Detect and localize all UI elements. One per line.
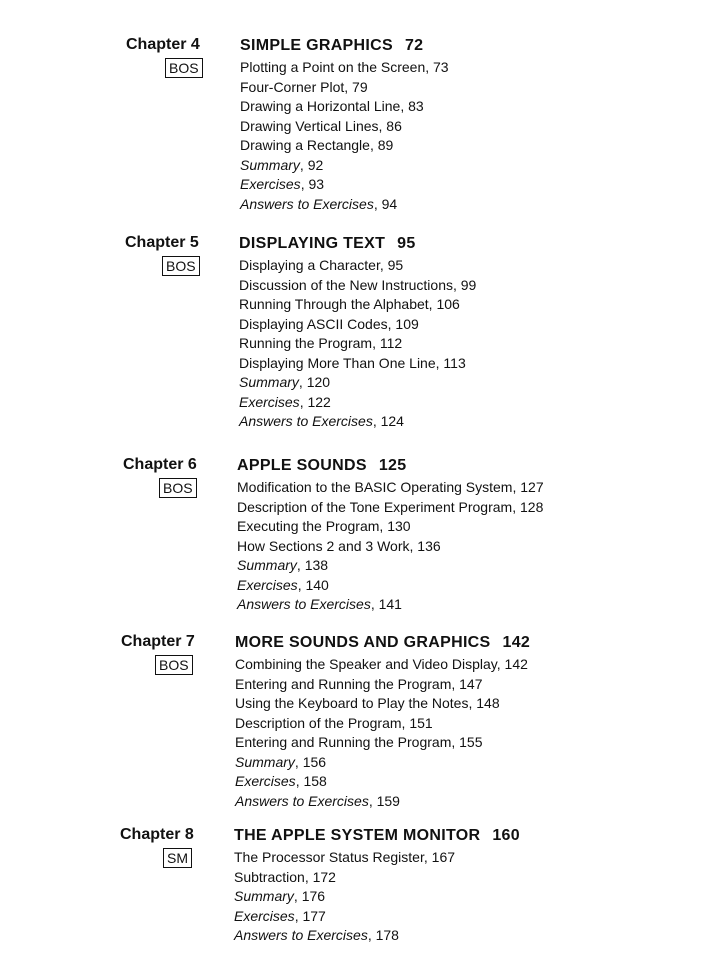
toc-entry: How Sections 2 and 3 Work, 136 — [237, 537, 441, 554]
toc-entry-text: Using the Keyboard to Play the Notes — [235, 695, 469, 711]
toc-entry-page: 147 — [459, 675, 483, 692]
toc-entry-page: 99 — [460, 276, 477, 293]
toc-entry: Entering and Running the Program, 147 — [235, 675, 483, 692]
toc-entry-text: Summary — [235, 753, 295, 770]
toc-entry-page: 89 — [377, 137, 394, 153]
chapter-title-page: 160 — [492, 827, 520, 844]
toc-entry-text: Description of the Tone Experiment Program — [237, 498, 513, 515]
chapter-label: Chapter 7 — [121, 633, 195, 650]
chapter-badge: BOS — [162, 256, 200, 276]
toc-entry-page: 172 — [312, 868, 336, 885]
toc-entry: Summary, 138 — [237, 557, 329, 573]
chapter-label: Chapter 4 — [126, 36, 200, 53]
toc-entry: Entering and Running the Program, 155 — [235, 734, 483, 750]
toc-entry: Answers to Exercises, 124 — [239, 413, 404, 429]
toc-entry: Exercises, 177 — [234, 907, 326, 924]
toc-entry-text: Displaying a Character — [239, 257, 380, 273]
toc-entry-page: 176 — [301, 888, 326, 904]
chapter-title-page: 142 — [502, 634, 531, 651]
chapter-badge: BOS — [159, 478, 197, 498]
chapter-content — [234, 826, 520, 946]
chapter-label: Chapter 8 — [120, 826, 194, 843]
chapter-badge: BOS — [165, 58, 203, 78]
toc-entry-page: 127 — [520, 479, 544, 495]
toc-entry-page: 138 — [304, 557, 329, 573]
toc-entry-text: How Sections 2 and 3 Work — [237, 537, 410, 554]
chapter-content — [240, 36, 449, 214]
chapter-title-page: 125 — [378, 457, 407, 474]
chapter-content — [237, 456, 544, 615]
toc-entry: Summary, 176 — [234, 888, 326, 904]
toc-entry: Description of the Program, 151 — [235, 714, 433, 731]
toc-entry: Answers to Exercises, 178 — [234, 927, 399, 943]
toc-entry-page: 136 — [417, 537, 441, 554]
toc-entry-text: Exercises — [234, 907, 295, 924]
toc-entry: Using the Keyboard to Play the Notes, 148 — [235, 695, 500, 711]
toc-entry-page: 177 — [302, 907, 326, 924]
toc-entry-page: 128 — [520, 498, 544, 515]
chapter-content — [235, 633, 530, 811]
toc-entry: Running Through the Alphabet, 106 — [239, 296, 460, 312]
toc-entry: Displaying a Character, 95 — [239, 257, 404, 273]
toc-entry-page: 93 — [308, 176, 325, 192]
toc-entry-page: 113 — [443, 354, 466, 371]
toc-entry: Answers to Exercises, 141 — [237, 596, 402, 612]
toc-entry: Exercises, 122 — [239, 393, 331, 410]
toc-entry-page: 156 — [302, 753, 327, 770]
toc-entry: Drawing a Rectangle, 89 — [240, 137, 394, 153]
toc-entry-page: 155 — [459, 734, 483, 750]
toc-entry: Displaying More Than One Line, 113 — [239, 354, 466, 371]
toc-entry: Exercises, 158 — [235, 773, 327, 789]
toc-entry-text: Modification to the BASIC Operating System — [237, 479, 513, 495]
toc-entry-text: Description of the Program — [235, 714, 402, 731]
chapter-content — [239, 234, 476, 432]
toc-entry-page: 167 — [431, 849, 456, 865]
chapter-title — [234, 826, 520, 848]
toc-entry: Answers to Exercises, 94 — [240, 195, 398, 212]
toc-entry-text: Exercises — [239, 393, 300, 410]
chapter-title-page: 72 — [404, 37, 424, 54]
toc-entry-text: Entering and Running the Program — [235, 675, 452, 692]
toc-entry-page: 124 — [380, 413, 404, 429]
toc-entry-text: Summary — [240, 156, 300, 173]
toc-entry-page: 158 — [303, 773, 327, 789]
chapter-badge: BOS — [155, 655, 193, 675]
toc-entry-page: 120 — [306, 374, 331, 390]
toc-entry-text: Running Through the Alphabet — [239, 296, 429, 312]
toc-entry: Drawing Vertical Lines, 86 — [240, 117, 402, 134]
toc-entry-text: Answers to Exercises — [237, 596, 371, 612]
toc-entry-page: 140 — [305, 576, 329, 593]
chapter-title-page: 95 — [397, 235, 416, 252]
toc-entry-page: 151 — [409, 714, 433, 731]
toc-entry: Discussion of the New Instructions, 99 — [239, 276, 477, 293]
toc-entry-text: Combining the Speaker and Video Display — [235, 656, 497, 672]
toc-entry-text: Executing the Program — [237, 518, 380, 534]
toc-entry-text: Displaying More Than One Line — [239, 354, 436, 371]
chapter-title-text: THE APPLE SYSTEM MONITOR — [234, 827, 481, 844]
toc-entry-page: 178 — [375, 927, 399, 943]
toc-entry: Exercises, 93 — [240, 176, 325, 192]
toc-entry: Executing the Program, 130 — [237, 518, 411, 534]
chapter-label: Chapter 5 — [125, 234, 199, 251]
toc-entry: Plotting a Point on the Screen, 73 — [240, 59, 449, 75]
toc-entry: Summary, 156 — [235, 753, 327, 770]
toc-entry: Summary, 120 — [239, 374, 331, 390]
toc-entry-text: Exercises — [237, 576, 298, 593]
toc-entry-text: Running the Program — [239, 335, 373, 351]
toc-entry-text: Summary — [237, 557, 297, 573]
toc-entry: Combining the Speaker and Video Display, 142 — [235, 656, 528, 672]
toc-entry: Modification to the BASIC Operating System, 127 — [237, 479, 544, 495]
toc-entry-page: 79 — [352, 78, 368, 95]
toc-entry: Subtraction, 172 — [234, 868, 336, 885]
chapter-title-text: APPLE SOUNDS — [237, 457, 367, 474]
chapter-title — [237, 456, 544, 478]
toc-entry-page: 142 — [504, 656, 528, 672]
toc-entry-text: Discussion of the New Instructions — [239, 276, 453, 293]
toc-entry-text: Summary — [239, 374, 299, 390]
toc-entry-text: Drawing a Rectangle — [240, 137, 370, 153]
toc-entry-text: Displaying ASCII Codes — [239, 315, 388, 332]
toc-entry: Four-Corner Plot, 79 — [240, 78, 368, 95]
chapter-title — [239, 234, 476, 256]
chapter-badge: SM — [163, 848, 192, 868]
toc-entry-page: 141 — [378, 596, 402, 612]
toc-entry: Exercises, 140 — [237, 576, 329, 593]
toc-entry-text: Summary — [234, 888, 294, 904]
toc-entry-text: Drawing a Horizontal Line — [240, 98, 401, 114]
toc-entry-text: Answers to Exercises — [239, 413, 373, 429]
toc-entry-page: 122 — [307, 393, 331, 410]
chapter-title — [235, 633, 530, 655]
toc-entry-text: Exercises — [240, 176, 301, 192]
chapter-title — [240, 36, 449, 58]
toc-entry: Summary, 92 — [240, 156, 324, 173]
toc-entry-page: 94 — [381, 195, 398, 212]
toc-entry-text: The Processor Status Register — [234, 849, 424, 865]
chapter-title-text: MORE SOUNDS AND GRAPHICS — [235, 634, 491, 651]
toc-entry-page: 95 — [387, 257, 404, 273]
toc-entry: Answers to Exercises, 159 — [235, 792, 400, 809]
toc-entry-page: 148 — [476, 695, 500, 711]
toc-entry-page: 159 — [376, 792, 400, 809]
toc-entry-page: 130 — [387, 518, 411, 534]
toc-entry-text: Drawing Vertical Lines — [240, 117, 379, 134]
toc-entry-text: Exercises — [235, 773, 296, 789]
toc-entry-page: 83 — [408, 98, 424, 114]
toc-entry: Drawing a Horizontal Line, 83 — [240, 98, 424, 114]
toc-entry-page: 112 — [379, 335, 403, 351]
toc-entry-text: Entering and Running the Program — [235, 734, 452, 750]
toc-entry-text: Subtraction — [234, 868, 305, 885]
chapter-label: Chapter 6 — [123, 456, 197, 473]
toc-entry-page: 92 — [307, 156, 324, 173]
toc-entry-page: 73 — [433, 59, 449, 75]
chapter-title-text: DISPLAYING TEXT — [239, 235, 386, 252]
toc-entry-text: Answers to Exercises — [240, 195, 374, 212]
toc-entry-text: Plotting a Point on the Screen — [240, 59, 426, 75]
chapter-title-text: SIMPLE GRAPHICS — [240, 37, 393, 54]
toc-entry-text: Answers to Exercises — [234, 927, 368, 943]
toc-entry-page: 86 — [386, 117, 402, 134]
toc-entry: Description of the Tone Experiment Program, 128 — [237, 498, 544, 515]
toc-entry-text: Four-Corner Plot — [240, 78, 345, 95]
toc-entry: The Processor Status Register, 167 — [234, 849, 456, 865]
toc-entry-text: Answers to Exercises — [235, 792, 369, 809]
toc-entry: Running the Program, 112 — [239, 335, 403, 351]
toc-entry-page: 106 — [436, 296, 460, 312]
toc-entry: Displaying ASCII Codes, 109 — [239, 315, 419, 332]
toc-entry-page: 109 — [395, 315, 419, 332]
